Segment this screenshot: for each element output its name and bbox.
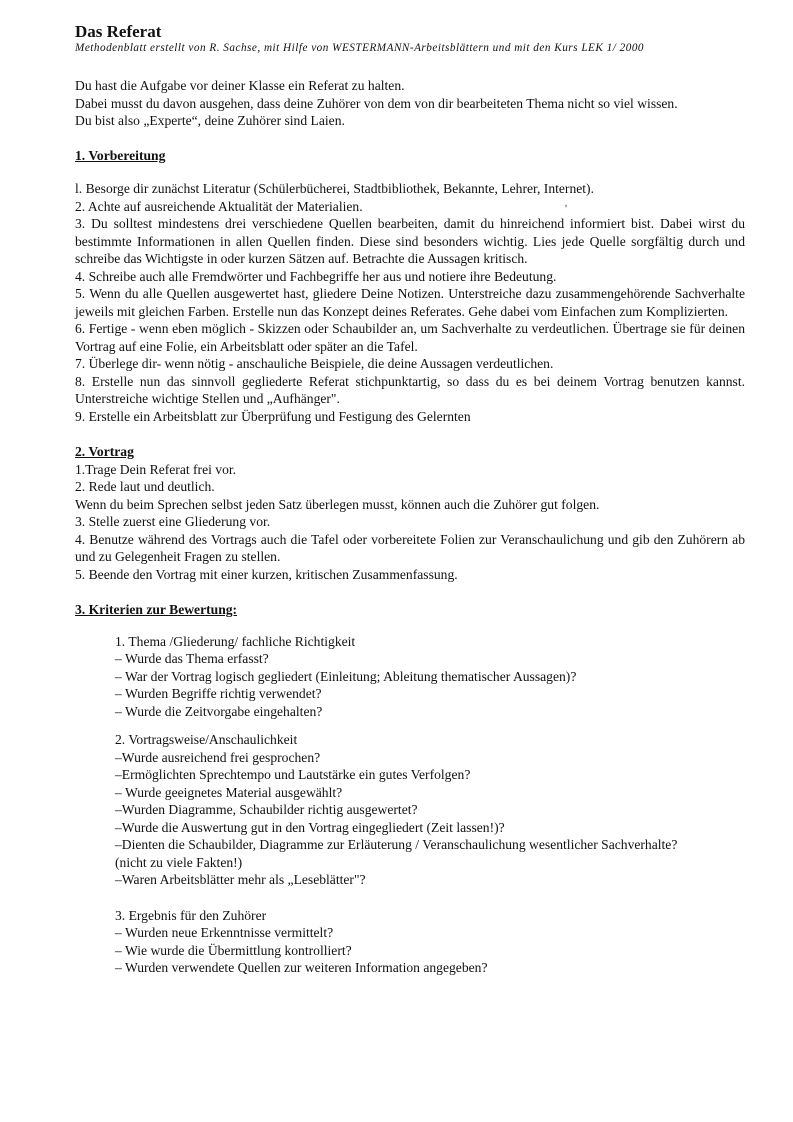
criteria-group-vortragsweise xyxy=(115,731,745,889)
list-item: 1.Trage Dein Referat frei vor. xyxy=(75,461,237,477)
list-item: l. Besorge dir zunächst Literatur (Schülerbücherei, Stadtbibliothek, Bekannte, Lehrer, Internet). xyxy=(75,181,594,196)
criteria-group-ergebnis xyxy=(115,907,745,977)
list-item: 7. Überlege dir- wenn nötig - anschauliche Beispiele, die deine Aussagen verdeutlichen. xyxy=(75,356,554,371)
criteria-group-title: 1. Thema /Gliederung/ fachliche Richtigkeit xyxy=(115,633,356,649)
list-item: 3. Du solltest mindestens drei verschiedene Quellen bearbeiten, damit du hinreichend informiert bist. Dabei wirst du bestimmte Informationen in allen Quellen finden. Diese sind besonders wichtig. Lies jede Quelle sorgfältig durch und schreibe das Wichtigste in oder kurzen Sätzen auf. Betrachte die Aussagen kritisch. xyxy=(75,216,745,266)
criteria-question: – Wurden verwendete Quellen zur weiteren Information angegeben? xyxy=(115,960,488,975)
intro-line: Dabei musst du davon ausgehen, dass deine Zuhörer von dem von dir bearbeiteten Thema nicht so viel wissen. xyxy=(75,95,678,111)
section-heading-vortrag: 2. Vortrag xyxy=(75,444,134,459)
list-item: 9. Erstelle ein Arbeitsblatt zur Überprüfung und Festigung des Gelernten xyxy=(75,408,471,424)
list-item: 5. Beende den Vortrag mit einer kurzen, kritischen Zusammenfassung. xyxy=(75,566,458,582)
document-subtitle: Methodenblatt erstellt von R. Sachse, mit Hilfe von WESTERMANN-Arbeitsblättern und mit den Kurs LEK 1/ 2000 xyxy=(75,42,645,54)
list-item: 2. Rede laut und deutlich. xyxy=(75,479,215,494)
stray-apostrophe-mark: ' xyxy=(565,203,567,215)
vorbereitung-list xyxy=(75,180,745,425)
section-heading-kriterien: 3. Kriterien zur Bewertung: xyxy=(75,602,238,617)
section-heading-vorbereitung: 1. Vorbereitung xyxy=(75,147,166,163)
criteria-group-title: 2. Vortragsweise/Anschaulichkeit xyxy=(115,732,298,747)
criteria-question: – Wurde die Zeitvorgabe eingehalten? xyxy=(115,703,323,719)
criteria-group-title: 3. Ergebnis für den Zuhörer xyxy=(115,907,267,923)
intro-line: Du bist also „Experte“, deine Zuhörer sind Laien. xyxy=(75,113,345,128)
list-item: 2. Achte auf ausreichende Aktualität der Materialien. xyxy=(75,198,363,214)
criteria-question: –Wurde ausreichend frei gesprochen? xyxy=(115,749,321,765)
list-item: 4. Benutze während des Vortrags auch die Tafel oder vorbereitete Folien zur Veranschaulichung und gib den Zuhörern ab und zu Gelegenheit Fragen zu stellen. xyxy=(75,531,745,564)
criteria-question: – Wurden Begriffe richtig verwendet? xyxy=(115,686,322,701)
list-item: 8. Erstelle nun das sinnvoll gegliederte Referat stichpunktartig, so dass du es bei deinem Vortrag benutzen kannst. Unterstreiche wichtige Stellen und „Aufhänger". xyxy=(75,373,745,406)
criteria-question: – Wurde das Thema erfasst? xyxy=(115,651,269,666)
criteria-group-thema xyxy=(115,633,745,721)
criteria-question: –Waren Arbeitsblätter mehr als „Leseblätter"? xyxy=(115,872,366,887)
criteria-question: – War der Vortrag logisch gegliedert (Einleitung; Ableitung thematischer Aussagen)? xyxy=(115,668,577,684)
criteria-question: – Wie wurde die Übermittlung kontrolliert? xyxy=(115,942,352,958)
list-item: 5. Wenn du alle Quellen ausgewertet hast, gliedere Deine Notizen. Unterstreiche dazu zusammengehörende Sachverhalte jeweils mit gleichen Farben. Erstelle nun das Konzept deines Referates. Gehe dabei vom Einfachen zum Komplizierten. xyxy=(75,286,745,319)
list-item: 6. Fertige - wenn eben möglich - Skizzen oder Schaubilder an, um Sachverhalte zu verdeutlichen. Übertrage sie für deinen Vortrag auf eine Folie, ein Arbeitsblatt oder später an die Tafel. xyxy=(75,321,745,354)
criteria-question: –Dienten die Schaubilder, Diagramme zur Erläuterung / Veranschaulichung wesentlicher Sachverhalte? xyxy=(115,837,678,852)
intro-line: Du hast die Aufgabe vor deiner Klasse ein Referat zu halten. xyxy=(75,78,405,93)
criteria-question: –Ermöglichten Sprechtempo und Lautstärke ein gutes Verfolgen? xyxy=(115,767,471,782)
criteria-question: – Wurden neue Erkenntnisse vermittelt? xyxy=(115,925,334,940)
vortrag-list xyxy=(75,461,745,584)
list-item: 4. Schreibe auch alle Fremdwörter und Fachbegriffe her aus und notiere ihre Bedeutung. xyxy=(75,268,557,284)
criteria-question: –Wurden Diagramme, Schaubilder richtig ausgewertet? xyxy=(115,802,418,817)
list-item: Wenn du beim Sprechen selbst jeden Satz überlegen musst, können auch die Zuhörer gut folgen. xyxy=(75,496,600,512)
document-title: Das Referat xyxy=(75,22,162,41)
criteria-question: – Wurde geeignetes Material ausgewählt? xyxy=(115,784,343,800)
list-item: 3. Stelle zuerst eine Gliederung vor. xyxy=(75,514,271,529)
document-page xyxy=(75,22,745,988)
criteria-note: (nicht zu viele Fakten!) xyxy=(115,854,243,870)
criteria-list xyxy=(75,633,745,977)
intro-paragraph xyxy=(75,77,745,130)
criteria-question: –Wurde die Auswertung gut in den Vortrag eingegliedert (Zeit lassen!)? xyxy=(115,819,505,835)
